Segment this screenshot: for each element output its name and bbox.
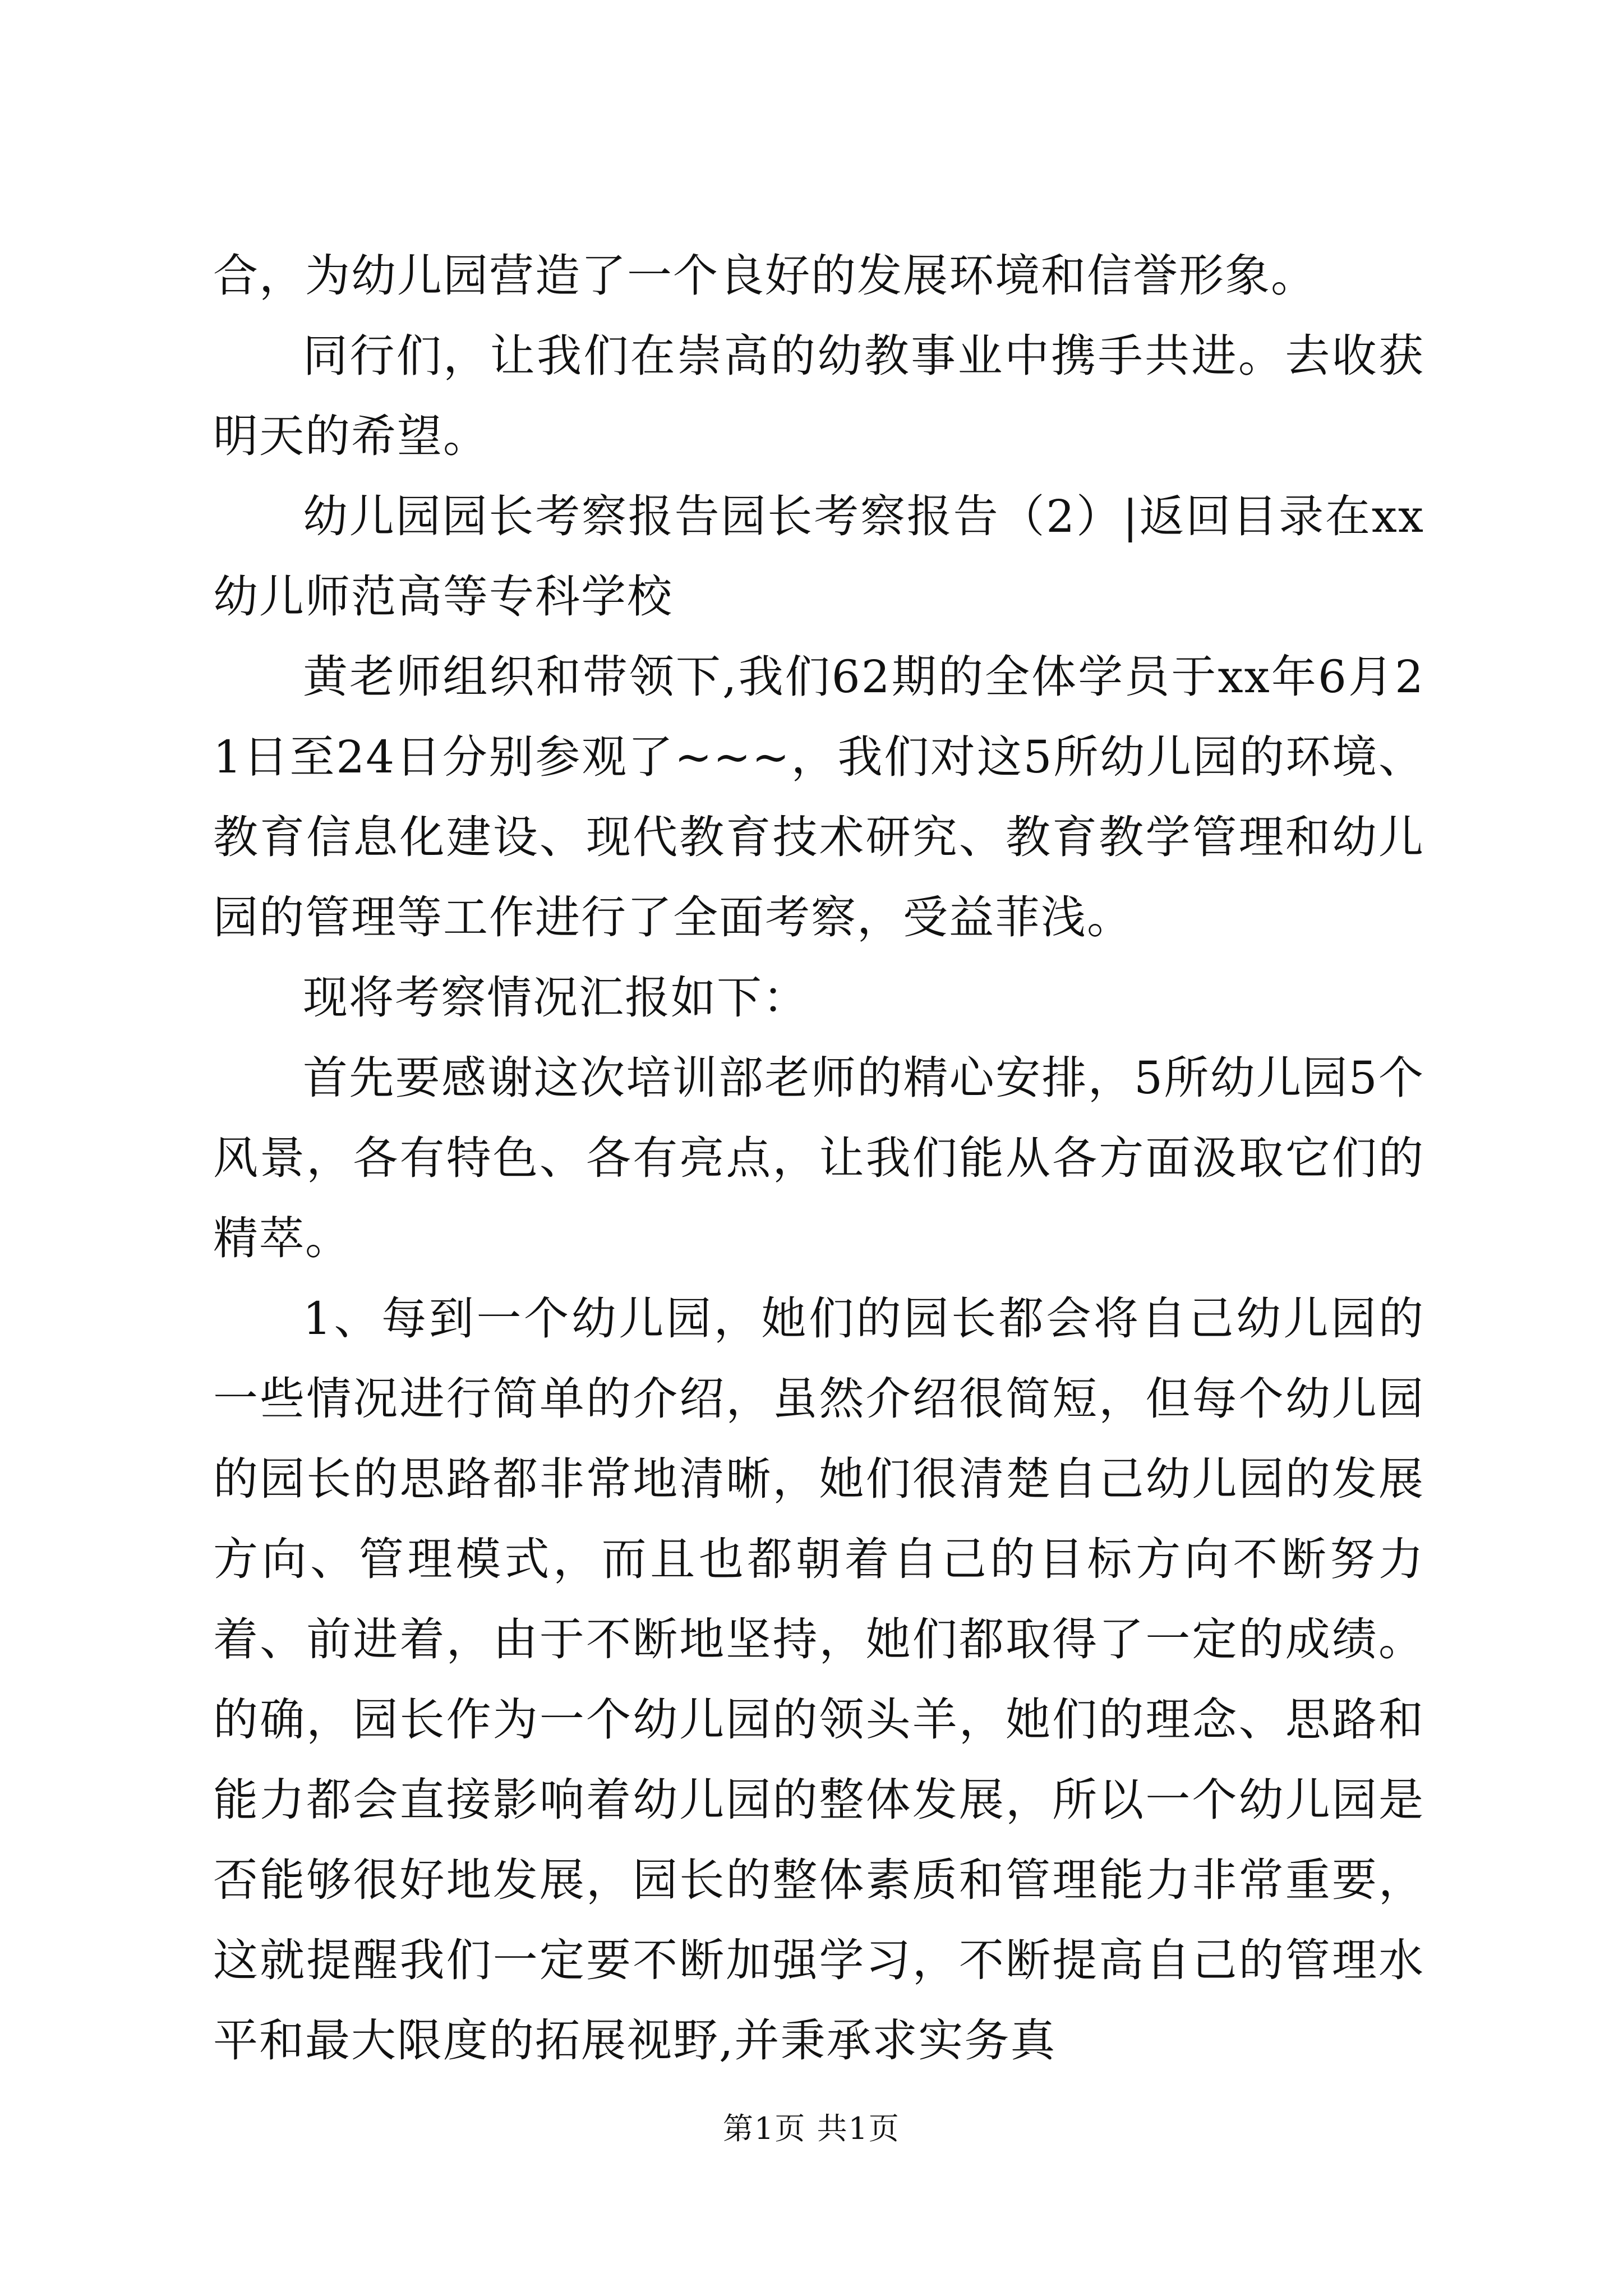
document-body [213,236,1424,2081]
paragraph-heading: 幼儿园园长考察报告园长考察报告（2）|返回目录在xx幼儿师范高等专科学校 [213,490,1424,623]
paragraph-continuation: 合，为幼儿园营造了一个良好的发展环境和信誉形象。 [213,250,1317,302]
paragraph: 现将考察情况汇报如下： [303,972,809,1024]
paragraph: 黄老师组织和带领下,我们62期的全体学员于xx年6月21日至24日分别参观了~~~，我们对这5所幼儿园的环境、教育信息化建设、现代教育技术研究、教育教学管理和幼儿园的管理等工作进行了全面考察，受益菲浅。 [213,651,1424,944]
page-footer: 第1页 共1页 [723,2111,900,2146]
paragraph: 1、每到一个幼儿园，她们的园长都会将自己幼儿园的一些情况进行简单的介绍，虽然介绍很简短，但每个幼儿园的园长的思路都非常地清晰，她们很清楚自己幼儿园的发展方向、管理模式，而且也都朝着自己的目标方向不断努力着、前进着，由于不断地坚持，她们都取得了一定的成绩。的确，园长作为一个幼儿园的领头羊，她们的理念、思路和能力都会直接影响着幼儿园的整体发展，所以一个幼儿园是否能够很好地发展，园长的整体素质和管理能力非常重要，这就提醒我们一定要不断加强学习，不断提高自己的管理水平和最大限度的拓展视野,并秉承求实务真 [213,1292,1424,2067]
paragraph: 同行们，让我们在崇高的幼教事业中携手共进。去收获明天的希望。 [213,330,1424,462]
paragraph: 首先要感谢这次培训部老师的精心安排，5所幼儿园5个风景，各有特色、各有亮点，让我们能从各方面汲取它们的精萃。 [213,1052,1424,1264]
